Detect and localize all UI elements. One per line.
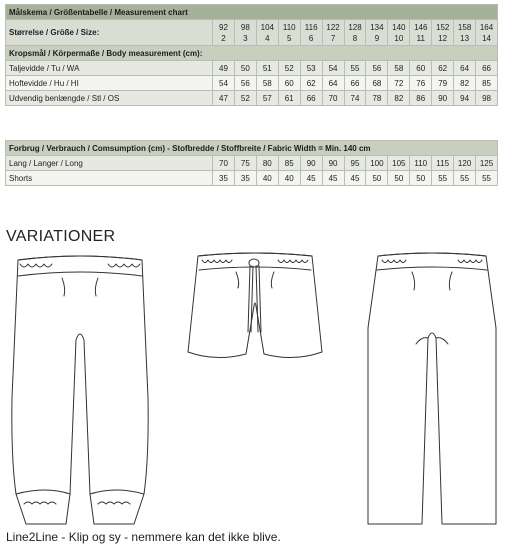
value-cell: 62: [300, 76, 322, 91]
chart-title-row: [6, 5, 498, 20]
value-cell: 85: [278, 156, 300, 171]
size-cell: [300, 20, 322, 46]
value-cell: 54: [322, 61, 344, 76]
value-cell: 47: [213, 91, 235, 106]
value-cell: 105: [388, 156, 410, 171]
section-row: [6, 46, 498, 61]
value-cell: 52: [234, 91, 256, 106]
value-cell: 35: [234, 171, 256, 186]
measurement-chart: [5, 4, 498, 106]
value-cell: 40: [278, 171, 300, 186]
value-cell: 49: [213, 61, 235, 76]
value-cell: 51: [256, 61, 278, 76]
value-cell: 62: [432, 61, 454, 76]
value-cell: 70: [213, 156, 235, 171]
value-cell: 70: [322, 91, 344, 106]
value-cell: 125: [476, 156, 498, 171]
value-cell: 66: [344, 76, 366, 91]
value-cell: 56: [234, 76, 256, 91]
size-row: [6, 20, 498, 46]
value-cell: 45: [322, 171, 344, 186]
chart-title: Målskema / Größentabelle / Measurement chart: [6, 5, 498, 20]
size-cm: 110: [282, 22, 296, 32]
size-age: 7: [330, 33, 336, 43]
size-cm: 140: [392, 22, 406, 32]
row-label: Udvendig benlængde / Stl / OS: [6, 91, 213, 106]
size-age: 9: [374, 33, 380, 43]
value-cell: 90: [300, 156, 322, 171]
value-cell: 50: [388, 171, 410, 186]
value-cell: 82: [454, 76, 476, 91]
value-cell: 57: [256, 91, 278, 106]
size-age: 4: [265, 33, 270, 43]
size-cell: [366, 20, 388, 46]
size-age: 8: [352, 33, 358, 43]
value-cell: 82: [388, 91, 410, 106]
table-row: [6, 76, 498, 91]
value-cell: 64: [454, 61, 476, 76]
size-label: Størrelse / Größe / Size:: [6, 20, 213, 46]
size-cell: [388, 20, 410, 46]
value-cell: 45: [344, 171, 366, 186]
variations-heading: VARIATIONER: [6, 228, 116, 245]
row-label: Hoftevidde / Hu / HI: [6, 76, 213, 91]
size-age: 11: [416, 33, 425, 43]
size-cell: [278, 20, 300, 46]
row-label: Shorts: [6, 171, 213, 186]
size-age: 12: [438, 33, 448, 43]
table-row: [6, 171, 498, 186]
size-cm: 122: [326, 22, 340, 32]
value-cell: 95: [344, 156, 366, 171]
value-cell: 58: [388, 61, 410, 76]
value-cell: 86: [410, 91, 432, 106]
size-cm: 146: [414, 22, 428, 32]
size-cell: [476, 20, 498, 46]
size-age: 13: [460, 33, 470, 43]
value-cell: 72: [388, 76, 410, 91]
value-cell: 74: [344, 91, 366, 106]
size-cell: [322, 20, 344, 46]
size-cm: 152: [436, 22, 450, 32]
value-cell: 56: [366, 61, 388, 76]
table-row: [6, 91, 498, 106]
size-cell: [234, 20, 256, 46]
value-cell: 78: [366, 91, 388, 106]
long-pants-cuffed-drawing: [6, 248, 154, 530]
value-cell: 54: [213, 76, 235, 91]
size-cm: 128: [348, 22, 362, 32]
value-cell: 35: [213, 171, 235, 186]
value-cell: 55: [344, 61, 366, 76]
size-age: 6: [308, 33, 314, 43]
value-cell: 64: [322, 76, 344, 91]
value-cell: 75: [234, 156, 256, 171]
size-cm: 116: [304, 22, 318, 32]
size-cm: 98: [240, 22, 250, 32]
size-age: 2: [221, 33, 226, 43]
value-cell: 85: [476, 76, 498, 91]
consumption-title: Forbrug / Verbrauch / Comsumption (cm) - Stofbredde / Stoffbreite / Fabric Width = Min. 140 cm: [6, 141, 498, 156]
value-cell: 94: [454, 91, 476, 106]
value-cell: 110: [410, 156, 432, 171]
size-age: 5: [287, 33, 292, 43]
size-cm: 164: [479, 22, 494, 32]
value-cell: 80: [256, 156, 278, 171]
value-cell: 50: [234, 61, 256, 76]
value-cell: 52: [278, 61, 300, 76]
consumption-title-row: [6, 141, 498, 156]
size-cell: [256, 20, 278, 46]
size-cm: 104: [260, 22, 274, 32]
size-cell: [213, 20, 235, 46]
value-cell: 55: [454, 171, 476, 186]
value-cell: 55: [432, 171, 454, 186]
row-label: Lang / Langer / Long: [6, 156, 213, 171]
value-cell: 68: [366, 76, 388, 91]
value-cell: 40: [256, 171, 278, 186]
size-cell: [410, 20, 432, 46]
table-row: [6, 61, 498, 76]
size-cell: [432, 20, 454, 46]
value-cell: 50: [366, 171, 388, 186]
size-cm: 158: [457, 22, 472, 32]
section-label: Kropsmål / Körpermaße / Body measurement (cm):: [6, 46, 498, 61]
value-cell: 60: [278, 76, 300, 91]
size-cm: 92: [219, 22, 228, 32]
shorts-drawing: [182, 248, 328, 364]
value-cell: 50: [410, 171, 432, 186]
value-cell: 58: [256, 76, 278, 91]
value-cell: 90: [322, 156, 344, 171]
value-cell: 66: [476, 61, 498, 76]
value-cell: 79: [432, 76, 454, 91]
size-cell: [344, 20, 366, 46]
long-pants-straight-drawing: [362, 248, 502, 528]
value-cell: 66: [300, 91, 322, 106]
value-cell: 55: [476, 171, 498, 186]
size-age: 10: [394, 33, 404, 43]
value-cell: 60: [410, 61, 432, 76]
value-cell: 100: [366, 156, 388, 171]
value-cell: 76: [410, 76, 432, 91]
value-cell: 45: [300, 171, 322, 186]
size-cell: [454, 20, 476, 46]
value-cell: 90: [432, 91, 454, 106]
consumption-chart: [5, 140, 498, 186]
value-cell: 115: [432, 156, 454, 171]
table-row: [6, 156, 498, 171]
footer-tagline: Line2Line - Klip og sy - nemmere kan det ikke blive.: [6, 530, 281, 544]
value-cell: 120: [454, 156, 476, 171]
value-cell: 53: [300, 61, 322, 76]
size-cm: 134: [370, 22, 384, 32]
value-cell: 98: [476, 91, 498, 106]
size-age: 14: [482, 33, 491, 43]
row-label: Taljevidde / Tu / WA: [6, 61, 213, 76]
value-cell: 61: [278, 91, 300, 106]
size-age: 3: [243, 33, 248, 43]
